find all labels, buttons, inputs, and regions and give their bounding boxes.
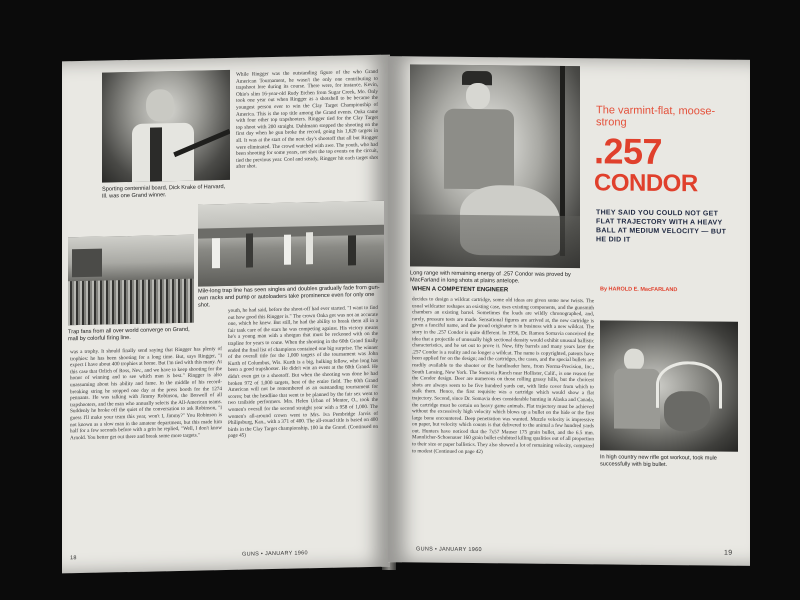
trapline-photo <box>198 201 384 287</box>
right-page-number: 19 <box>724 549 733 557</box>
right-page-footer: GUNS • JANUARY 1960 <box>416 546 482 554</box>
crowd-caption: Trap fans from all over world converge on Grand, mall by colorful firing line. <box>68 326 190 343</box>
article-kicker: The varmint-flat, moose-strong <box>596 104 716 129</box>
hunter-photo <box>410 64 580 268</box>
article-body: decides to design a wildcat cartridge, some old ideas are given some new twists. The usual wildcatter reshapes an existing case, uses existing components, and the gunsmith chambers an existing barrel. Sometimes the loads are wildly chronographed, and, rarely, pressure tests are made. Sensational figures are arrived at, the new cartridge is given a fanciful name, and the proud originator is in business with a new wildcat. The story in the .257 Condor is quite different. In 1956, Dr. Ramon Somavia conceived the idea that a projectile of unusually high sectional density would exhibit unusual ballistic characteristics, and he set out to prove it. New, fifty barrels and many years later the .257 Condor is a reality and no longer a wildcat. The name is copyrighted, patents have been applied for on the design; and the cartridges, the cases, and the special bullets are readily available to the shooter or the handloader here, from Norma-Precision, Inc., South Lansing, New York. The Somavia Ranch near Hollister, Calif., is one reason for the Condor design. Deer are numerous on those rolling grassy hills, but the choicest shots are always seem to be five hundred yards out, with little cover from which to stalk them. Hence, the first requisite was a cartridge which would show a flat trajectory. Second, since Dr. Somavia does considerable hunting in Alaska and Canada, the cartridge must be certain on heavy game animals. Flat trajectory must be achieved without the excessively high velocity which blows up a bullet on the hide or the first large bone encountered. Deep penetration was wanted. Muzzle velocity is impressive on paper, but velocity which counts is that delivered to the animal a few hundred yards out. Hunters have noticed that the 7x57 Mauser 175 grain bullet, and the 6.5 mm. Mannlicher-Schoenauer 160 grain bullet exhibited killing qualities out of all proportion to their size or paper ballistics. They also showed a lot of remaining velocity, compared to modest (Continued on page 42) <box>412 296 594 455</box>
hunter-caption: Long range with remaining energy of .257 Condor was proved by MacFarland in long shots at plains antelope. <box>410 270 571 285</box>
article-lead-in: WHEN A COMPETENT ENGINEER <box>412 286 509 294</box>
portrait-photo <box>102 70 230 183</box>
deer-photo <box>600 320 738 451</box>
trapline-caption: Mile-long trap line has seen singles and doubles gradually fade from gun-own racks and pump or autoloaders take prominence even for only one shot. <box>198 284 380 309</box>
column-right-text: youth, he had said, before the shoot-off had ever started. "I want to find out how good this Ringger is." The crown Onka got was not an accurate one, which he knew. But still, he had the ability to break them all in a fair tank care of the stars he was competing against. His victory means he's a young man with a shotgun that must be reckoned with on the trapline for years to come. When the shooting in the 60th Grand finally ended the final list of champions contained one big surprise. The winner of the overall title for the 1,000 targets of the tournament was John Kurth of Columbus, Wis. Kurth is a big, hulking fellow, who long has been a good trapshooter. He didn't win an event at the 60th Grand. He didn't even get to a shootoff. But when the shooting was done he had broken 972 of 1,000 targets, best of the entire field. The 60th Grand American will not be remembered as an outstanding tournament for scores; but the headline that went to be planned by the fair sex went to two trailside performers. Mrs. Helen Urban of Mentor, O., took the women's overall for the second straight year with a 958 of 1,000. The women's all-around crown went to Mrs. Iva Pembridge Jarvis of Philipsburg, Kan., with a 371 of 400. The all-round title is based on 400 birds in the Clay Target championship, 100 in the Grand. (Continued on page 45) <box>228 304 378 440</box>
deer-caption: In high country new rifle got workout, took mule successfully with big bullet. <box>600 454 717 469</box>
article-byline: By HAROLD E. MacFARLAND <box>600 286 678 294</box>
article-deck: THEY SAID YOU COULD NOT GET FLAT TRAJECTORY WITH A HEAVY BALL AT MEDIUM VELOCITY — BUT HE DID IT <box>596 209 727 244</box>
portrait-caption: Sporting centennial board, Dick Krake of Harvard, Ill. was one Grand winner. <box>102 184 226 200</box>
article-title-word: CONDOR <box>594 169 698 198</box>
left-page-footer: GUNS • JANUARY 1960 <box>242 550 308 558</box>
left-page <box>62 55 390 574</box>
column-top-text: While Ringger was the outstanding figure of the who Grand American Tournament, he wasn't the only one contributing to trapshoot lore during its course. There were, for instance, Kevin, Ohio's slim 16-year-old Rudy Etchen from Sugar Creek, Mo. Only took one year out when Ringger as a shotshell to be became the youngest person ever to win the Clay Target Championship of America. This is the top title among the Grand events. Onka came with four other top trapshooters. Ringger tied for the Clay Target top shoot with 200 straight. Dahlmann stopped the shooting on the first day when he gun broke the record, going his 1,620 targets in all. It was at the start of the next day's shootoff that all but Ringger were eliminated. The crowd watched with awe. The youth, who had been shooting for some years, not shot the top events on the circuit, tied the previous year. Cool and steady, Ringger hit each target shot after shot. <box>236 68 378 171</box>
right-page <box>388 56 750 566</box>
article-title-number: .257 <box>594 130 663 172</box>
column-left-text: was a trophy. It should finally send saying that Ringger has plenty of trophies: he has been shooting for a long time. But, says Ringger, "I expect I have about 400 trophies at home. But I'm tied with this many. At this case that Orlich of Ross, Nev., and we have to keep shooting for the honor of winning and to see which man is best." Ringger is also unassuming about his ability and fame. In the middle of his record-breaking string he stopped one day at the press booth for the 1274 pennants. He was talking with Jimmy Robinson, the Boswell of all trapshooters, and the man who annually selects the All-American teams. Suddenly he broke off the quiet of the conversation to ask Robinson, "I guess I'll make your team this year, won't I, Jimmy?" You Robinson is not known as a slow man in the amateur department, but this made him half for a few seconds before with a grin he replied, "Well, I don't know Arnold. You better get out there and break some more targets." <box>70 346 222 441</box>
left-page-number: 18 <box>70 555 77 562</box>
crowd-photo <box>68 235 194 326</box>
